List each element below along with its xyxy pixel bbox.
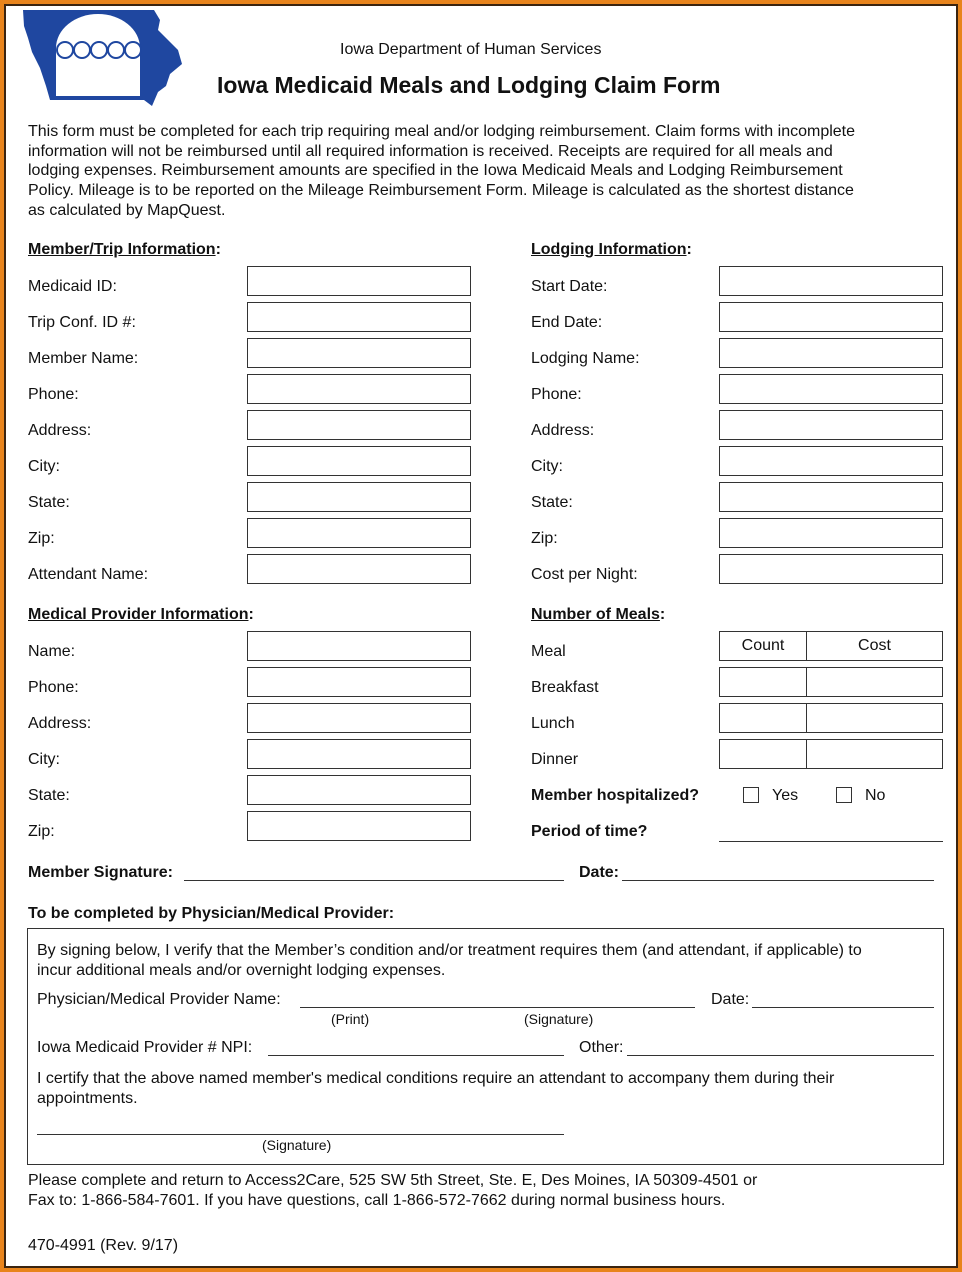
period-input[interactable] (719, 841, 943, 842)
meal-cost-input[interactable] (806, 667, 943, 697)
attendant-signature-input[interactable] (37, 1134, 564, 1135)
field-label: State: (28, 494, 70, 511)
field-label: Phone: (531, 386, 582, 403)
physician-name-input[interactable] (300, 1007, 695, 1008)
hospitalized-label: Member hospitalized? (531, 787, 700, 804)
field-label: Lodging Name: (531, 350, 640, 367)
field-input[interactable] (247, 775, 471, 805)
meal-column-label: Meal (531, 643, 566, 660)
cost-header: Cost (806, 631, 943, 661)
lodging-heading: Lodging Information: (531, 241, 692, 258)
field-label: Attendant Name: (28, 566, 149, 583)
signature-caption: (Signature) (524, 1011, 594, 1027)
iowa-dhs-logo (20, 8, 182, 110)
field-input[interactable] (247, 554, 471, 584)
field-input[interactable] (719, 410, 943, 440)
field-input[interactable] (247, 739, 471, 769)
npi-input[interactable] (268, 1055, 564, 1056)
count-header: Count (719, 631, 807, 661)
field-label: Name: (28, 643, 76, 660)
meal-count-input[interactable] (719, 667, 807, 697)
field-label: Address: (28, 715, 92, 732)
field-label: Trip Conf. ID #: (28, 314, 136, 331)
field-label: Address: (531, 422, 595, 439)
physician-heading: To be completed by Physician/Medical Provider: (28, 905, 395, 922)
other-input[interactable] (627, 1055, 934, 1056)
yes-label: Yes (772, 787, 799, 804)
physician-date-label: Date: (711, 991, 750, 1008)
period-label: Period of time? (531, 823, 648, 840)
field-input[interactable] (247, 266, 471, 296)
meals-heading: Number of Meals: (531, 606, 666, 623)
field-label: Zip: (28, 530, 55, 547)
field-input[interactable] (247, 338, 471, 368)
member-signature-label: Member Signature: (28, 864, 173, 881)
field-input[interactable] (247, 482, 471, 512)
no-label: No (865, 787, 886, 804)
meal-count-input[interactable] (719, 703, 807, 733)
field-label: Member Name: (28, 350, 139, 367)
field-input[interactable] (719, 554, 943, 584)
member-signature-input[interactable] (184, 880, 564, 881)
field-input[interactable] (247, 667, 471, 697)
meal-label: Dinner (531, 751, 579, 768)
field-input[interactable] (247, 446, 471, 476)
other-label: Other: (579, 1039, 624, 1056)
field-label: Address: (28, 422, 92, 439)
npi-label: Iowa Medicaid Provider # NPI: (37, 1039, 253, 1056)
meal-label: Lunch (531, 715, 575, 732)
field-input[interactable] (247, 518, 471, 548)
field-label: City: (28, 751, 60, 768)
field-label: Start Date: (531, 278, 608, 295)
field-input[interactable] (247, 410, 471, 440)
field-input[interactable] (719, 302, 943, 332)
meal-count-input[interactable] (719, 739, 807, 769)
verify-text: By signing below, I verify that the Member’s condition and/or treatment requires them (and attendant, if applicable) to incur additional meals and/or overnight lodging expenses. (37, 942, 862, 979)
field-label: State: (28, 787, 70, 804)
field-input[interactable] (247, 302, 471, 332)
field-label: Zip: (28, 823, 55, 840)
certify-text: I certify that the above named member's medical conditions require an attendant to accompany them during their appointments. (37, 1070, 835, 1107)
meal-label: Breakfast (531, 679, 599, 696)
yes-checkbox[interactable] (743, 787, 759, 803)
field-label: End Date: (531, 314, 603, 331)
print-caption: (Print) (331, 1011, 370, 1027)
no-checkbox[interactable] (836, 787, 852, 803)
field-label: City: (28, 458, 60, 475)
attendant-signature-caption: (Signature) (262, 1137, 332, 1153)
field-label: Zip: (531, 530, 558, 547)
field-input[interactable] (247, 631, 471, 661)
field-input[interactable] (719, 482, 943, 512)
field-label: Medicaid ID: (28, 278, 117, 295)
intro-text: This form must be completed for each trip requiring meal and/or lodging reimbursement. Claim forms with incomplete information will not be reimbursed until all required information is received. Receipts are required for all meals and lodging expenses. Reimbursement amounts are specified in the Iowa Medicaid Meals and Lodging Reimbursement Policy. Mileage is to be reported on the Mileage Reimbursement Form. Mileage is calculated as the shortest distance as calculated by MapQuest. (28, 123, 856, 219)
page-title: Iowa Medicaid Meals and Lodging Claim Form (217, 72, 721, 98)
field-input[interactable] (247, 374, 471, 404)
field-input[interactable] (719, 374, 943, 404)
provider-heading: Medical Provider Information: (28, 606, 254, 623)
field-label: City: (531, 458, 563, 475)
field-label: Phone: (28, 386, 79, 403)
field-input[interactable] (719, 338, 943, 368)
field-input[interactable] (247, 703, 471, 733)
meal-cost-input[interactable] (806, 703, 943, 733)
field-input[interactable] (247, 811, 471, 841)
physician-date-input[interactable] (752, 1007, 934, 1008)
physician-name-label: Physician/Medical Provider Name: (37, 991, 281, 1008)
field-input[interactable] (719, 446, 943, 476)
footer-text: Please complete and return to Access2Care, 525 SW 5th Street, Ste. E, Des Moines, IA 50309-4501 or Fax to: 1-866-584-7601. If you have questions, call 1-866-572-7662 during normal business hours. (28, 1172, 758, 1209)
signature-date-input[interactable] (622, 880, 934, 881)
agency-name: Iowa Department of Human Services (340, 41, 602, 58)
signature-date-label: Date: (579, 864, 620, 881)
form-number: 470-4991 (Rev. 9/17) (28, 1237, 179, 1254)
field-label: Phone: (28, 679, 79, 696)
field-input[interactable] (719, 266, 943, 296)
field-label: Cost per Night: (531, 566, 638, 583)
field-input[interactable] (719, 518, 943, 548)
field-label: State: (531, 494, 573, 511)
meal-cost-input[interactable] (806, 739, 943, 769)
member-heading: Member/Trip Information: (28, 241, 221, 258)
